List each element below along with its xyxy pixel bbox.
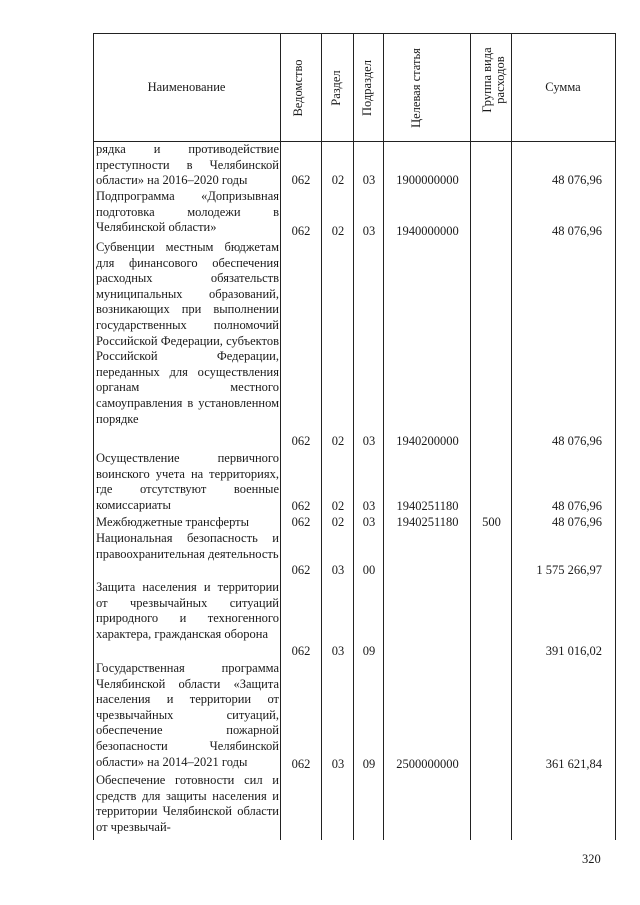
- row-subsection: 09: [362, 644, 376, 658]
- row-name: Межбюджетные трансферты: [96, 515, 250, 529]
- row-section: 03: [331, 563, 345, 577]
- row-name: Обеспечение готовности сил и средств для защиты населения и территории Челябинской области от чрезвычай-: [96, 773, 279, 834]
- row-subsection: 03: [362, 224, 376, 238]
- row-sum: 48 076,96: [552, 515, 602, 529]
- row-target: 1900000000: [396, 173, 459, 187]
- row-target: 2500000000: [396, 757, 459, 771]
- row-sum: 48 076,96: [552, 224, 602, 238]
- row-sum: 391 016,02: [545, 644, 602, 658]
- row-name: Субвенции местным бюджетам для финансового обеспечения расходных обязательств муниципальных образований, возникающих при выполнении государственных полномочий Российской Федерации, субъектов Российской Федерации, переданных для осуществления органам местного самоуправления в установленном порядке: [96, 240, 279, 426]
- row-section: 03: [331, 757, 345, 771]
- row-sum: 1 575 266,97: [536, 563, 602, 577]
- row-section: 02: [331, 515, 345, 529]
- row-department: 062: [291, 224, 311, 238]
- row-subsection: 03: [362, 173, 376, 187]
- row-section: 02: [331, 224, 345, 238]
- table-border-right: [615, 33, 616, 840]
- row-group: 500: [482, 515, 501, 529]
- row-target: 1940200000: [396, 434, 459, 448]
- header-subsection: Подраздел: [360, 60, 374, 116]
- header-section: Раздел: [329, 70, 343, 106]
- row-subsection: 03: [362, 434, 376, 448]
- row-target: 1940251180: [396, 515, 459, 529]
- row-department: 062: [291, 563, 311, 577]
- table-border-left: [93, 33, 94, 840]
- row-subsection: 03: [362, 499, 376, 513]
- row-name: Подпрограмма «Допризывная подготовка молодежи в Челябинской области»: [96, 189, 279, 235]
- row-sum: 48 076,96: [552, 499, 602, 513]
- row-department: 062: [291, 499, 311, 513]
- row-name: рядка и противодействие преступности в Челябинской области» на 2016–2020 годы: [96, 142, 279, 188]
- row-name: Защита населения и территории от чрезвычайных ситуаций природного и техногенного характера, гражданская оборона: [96, 580, 279, 641]
- row-department: 062: [291, 644, 311, 658]
- row-department: 062: [291, 434, 311, 448]
- row-sum: 361 621,84: [545, 757, 602, 771]
- header-group-line2: расходов: [493, 56, 507, 104]
- row-section: 03: [331, 644, 345, 658]
- header-department: Ведомство: [291, 59, 305, 117]
- row-sum: 48 076,96: [552, 434, 602, 448]
- row-sum: 48 076,96: [552, 173, 602, 187]
- row-subsection: 03: [362, 515, 376, 529]
- row-section: 02: [331, 499, 345, 513]
- row-target: 1940000000: [396, 224, 459, 238]
- row-department: 062: [291, 173, 311, 187]
- row-name: Государственная программа Челябинской области «Защита населения и территории от чрезвычайных ситуаций, обеспечение пожарной безопасности Челябинской области» на 2014–2021 годы: [96, 661, 279, 769]
- row-name: Осуществление первичного воинского учета на территориях, где отсутствуют военные комиссариаты: [96, 451, 279, 512]
- row-department: 062: [291, 515, 311, 529]
- row-subsection: 00: [362, 563, 376, 577]
- row-subsection: 09: [362, 757, 376, 771]
- header-sum: Сумма: [545, 80, 581, 94]
- header-target: Целевая статья: [409, 48, 423, 128]
- page-number: 320: [582, 852, 601, 866]
- row-department: 062: [291, 757, 311, 771]
- row-section: 02: [331, 173, 345, 187]
- row-section: 02: [331, 434, 345, 448]
- row-target: 1940251180: [396, 499, 459, 513]
- row-name: Национальная безопасность и правоохранительная деятельность: [96, 531, 279, 561]
- header-name: Наименование: [147, 80, 226, 94]
- header-group-line1: Группа вида: [480, 47, 494, 113]
